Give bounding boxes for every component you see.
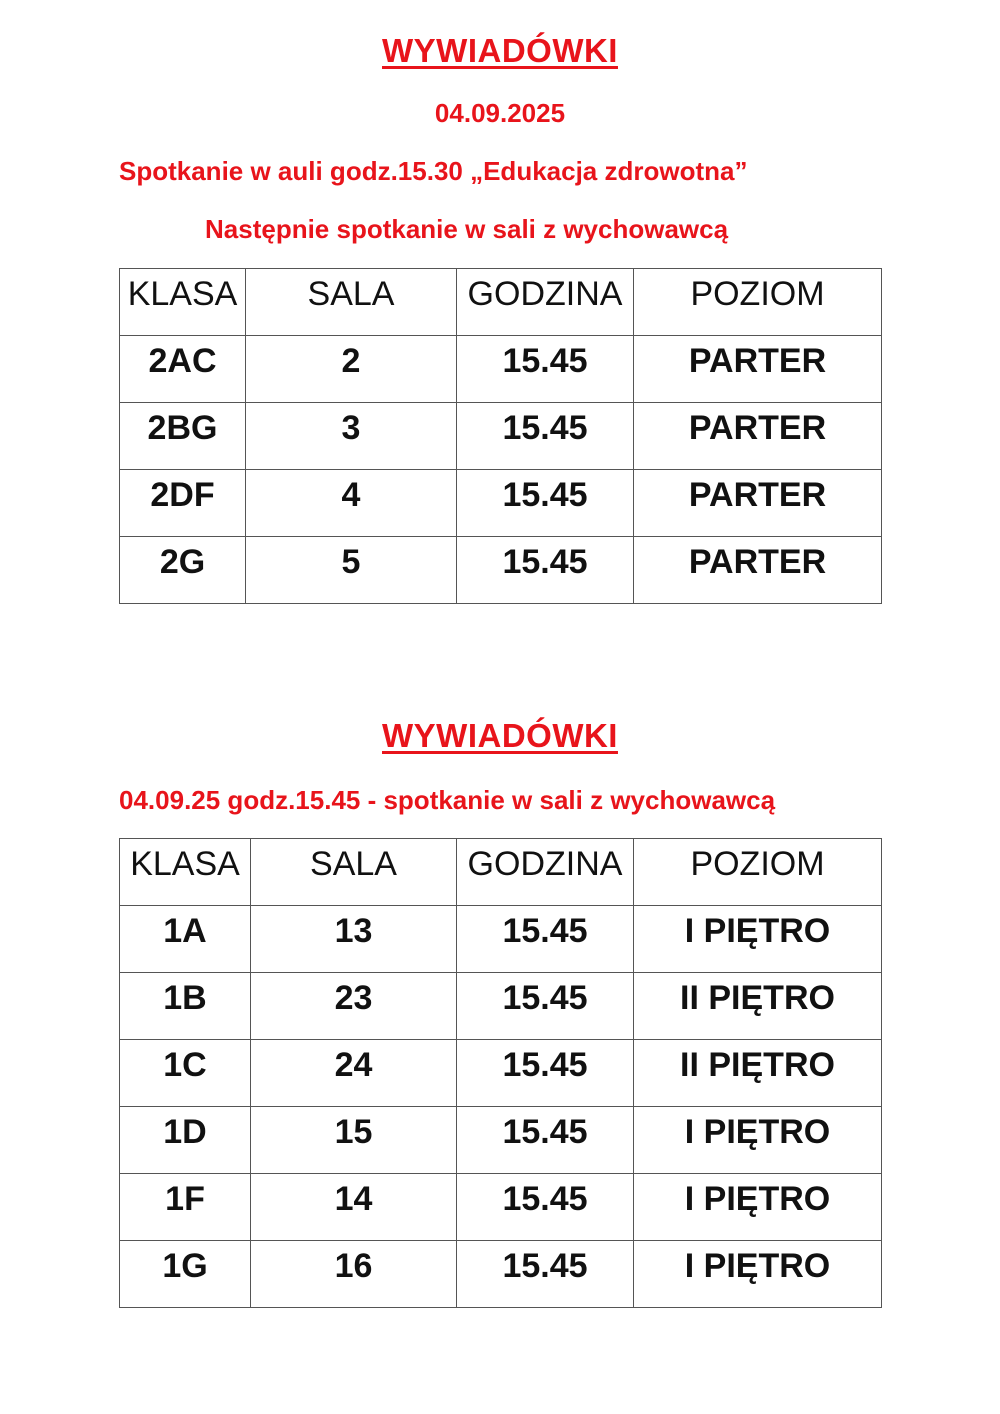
table-row (120, 973, 882, 1040)
cell-poziom: I PIĘTRO (634, 1107, 882, 1174)
cell-godzina: 15.45 (457, 336, 634, 403)
cell-godzina: 15.45 (457, 537, 634, 604)
header-sala: SALA (251, 839, 457, 906)
cell-sala: 13 (251, 906, 457, 973)
section2-line1: 04.09.25 godz.15.45 - spotkanie w sali z wychowawcą (119, 785, 776, 815)
cell-godzina: 15.45 (457, 470, 634, 537)
table-header-row (120, 839, 882, 906)
section1-title: WYWIADÓWKI (382, 32, 618, 69)
cell-sala: 3 (246, 403, 457, 470)
cell-sala: 24 (251, 1040, 457, 1107)
cell-sala: 14 (251, 1174, 457, 1241)
cell-poziom: II PIĘTRO (634, 1040, 882, 1107)
cell-poziom: I PIĘTRO (634, 1241, 882, 1308)
header-klasa: KLASA (120, 839, 251, 906)
section2-title: WYWIADÓWKI (382, 717, 618, 754)
table-row (120, 403, 882, 470)
header-godzina: GODZINA (457, 269, 634, 336)
header-klasa: KLASA (120, 269, 246, 336)
cell-godzina: 15.45 (457, 1040, 634, 1107)
cell-klasa: 1D (120, 1107, 251, 1174)
cell-klasa: 2G (120, 537, 246, 604)
cell-klasa: 2AC (120, 336, 246, 403)
table-row (120, 1174, 882, 1241)
cell-poziom: PARTER (634, 470, 882, 537)
table-row (120, 336, 882, 403)
cell-godzina: 15.45 (457, 973, 634, 1040)
cell-sala: 2 (246, 336, 457, 403)
cell-klasa: 1C (120, 1040, 251, 1107)
section1-line2: Następnie spotkanie w sali z wychowawcą (205, 214, 729, 244)
cell-klasa: 1G (120, 1241, 251, 1308)
cell-godzina: 15.45 (457, 1241, 634, 1308)
cell-poziom: PARTER (634, 336, 882, 403)
cell-godzina: 15.45 (457, 906, 634, 973)
cell-klasa: 2BG (120, 403, 246, 470)
cell-klasa: 1F (120, 1174, 251, 1241)
cell-klasa: 2DF (120, 470, 246, 537)
table-row (120, 906, 882, 973)
cell-godzina: 15.45 (457, 403, 634, 470)
cell-sala: 23 (251, 973, 457, 1040)
schedule-table-1 (119, 268, 882, 604)
table-header-row (120, 269, 882, 336)
table-row (120, 537, 882, 604)
cell-sala: 15 (251, 1107, 457, 1174)
cell-klasa: 1A (120, 906, 251, 973)
table-row (120, 1040, 882, 1107)
schedule-table-2 (119, 838, 882, 1308)
cell-sala: 16 (251, 1241, 457, 1308)
section1-line1: Spotkanie w auli godz.15.30 „Edukacja zdrowotna” (119, 156, 748, 186)
cell-sala: 4 (246, 470, 457, 537)
cell-sala: 5 (246, 537, 457, 604)
cell-godzina: 15.45 (457, 1107, 634, 1174)
table-row (120, 1107, 882, 1174)
header-sala: SALA (246, 269, 457, 336)
cell-poziom: PARTER (634, 403, 882, 470)
section1-date: 04.09.2025 (434, 98, 566, 128)
cell-poziom: I PIĘTRO (634, 1174, 882, 1241)
cell-poziom: II PIĘTRO (634, 973, 882, 1040)
header-poziom: POZIOM (634, 269, 882, 336)
cell-godzina: 15.45 (457, 1174, 634, 1241)
cell-poziom: I PIĘTRO (634, 906, 882, 973)
cell-klasa: 1B (120, 973, 251, 1040)
header-poziom: POZIOM (634, 839, 882, 906)
header-godzina: GODZINA (457, 839, 634, 906)
table-row (120, 1241, 882, 1308)
table-row (120, 470, 882, 537)
cell-poziom: PARTER (634, 537, 882, 604)
